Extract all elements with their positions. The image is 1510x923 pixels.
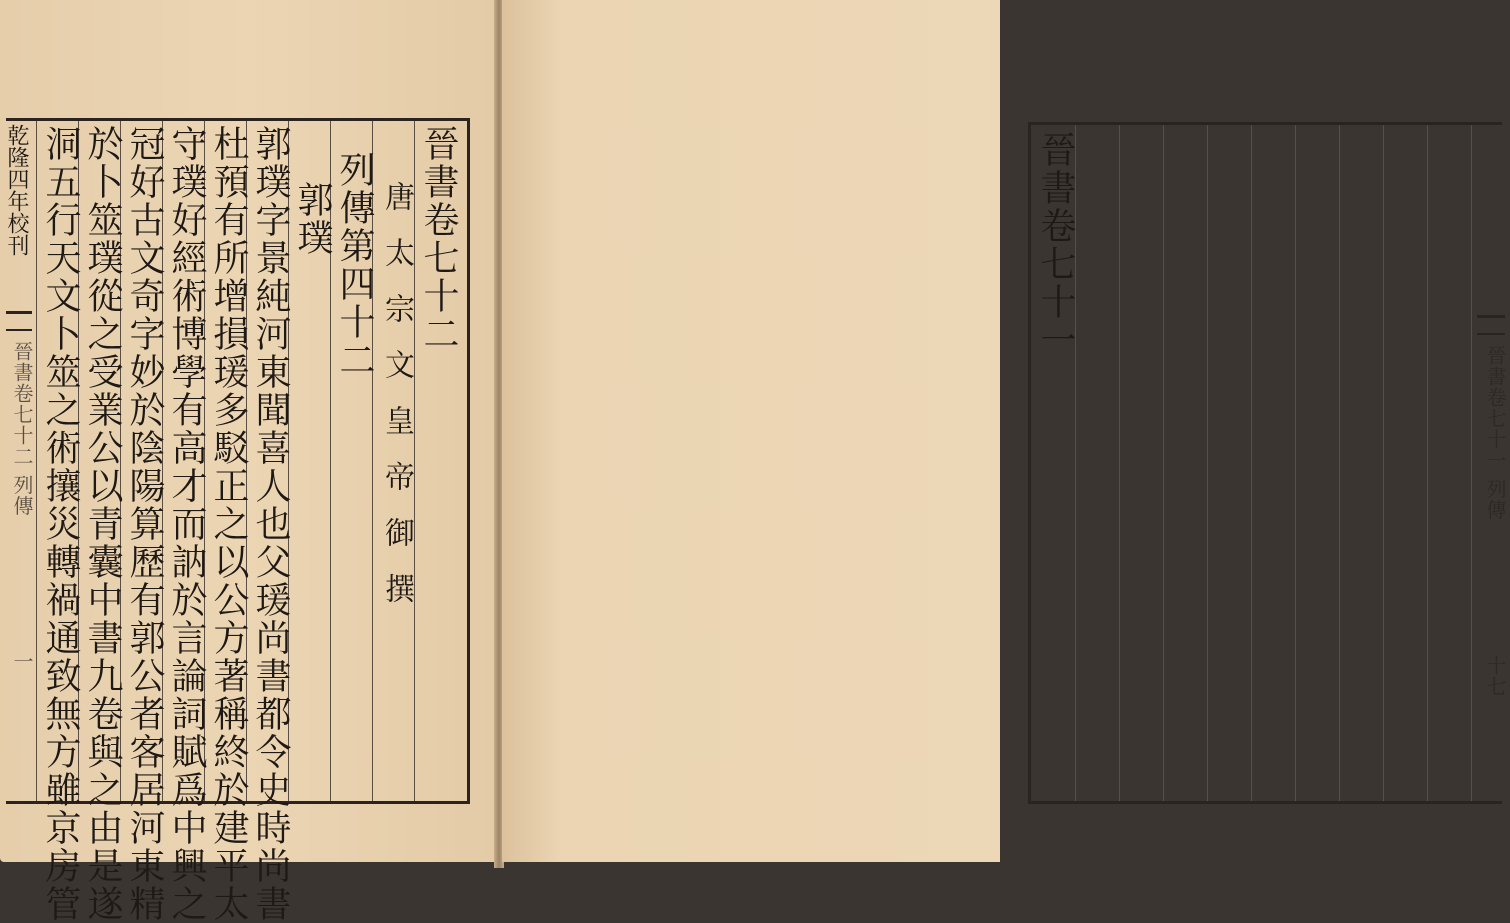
fish-tail-mark: [1477, 315, 1505, 335]
left-text-frame: [6, 118, 470, 923]
column-rule: [1251, 125, 1252, 801]
column-rule: [1207, 125, 1208, 801]
fish-tail-mark: [6, 311, 32, 331]
column-rule: [1383, 125, 1384, 801]
edge-label: 晉書卷七十二 列傳: [10, 341, 34, 517]
column-rule: [1163, 125, 1164, 801]
column-rule: [1119, 125, 1120, 801]
edge-label: 晉書卷七十一 列傳: [1483, 345, 1507, 521]
chapter-title: 晉書卷七十二: [418, 125, 459, 353]
left-page: [0, 0, 496, 923]
text-column: 於卜筮璞從之受業公以青囊中書九卷與之由是遂: [82, 125, 123, 923]
column-rule: [1295, 125, 1296, 801]
edge-page-number: 一: [10, 651, 34, 672]
text-column: 冠好古文奇字妙於陰陽算歷有郭公者客居河東精: [124, 125, 165, 923]
right-text-frame: [1028, 122, 1507, 804]
chapter-end-title: 晉書卷七十一: [1035, 131, 1076, 359]
right-page: [502, 0, 1507, 862]
column-rule: [1427, 125, 1428, 801]
text-column: 杜預有所增損瑗多駁正之以公方著稱終於建平太: [208, 125, 249, 923]
biography-name: 郭璞: [292, 181, 333, 257]
margin-label: 乾隆四年校刊: [4, 124, 29, 256]
section-title: 列傳第四十二: [334, 151, 375, 379]
text-column: 郭璞字景純河東聞喜人也父瑗尚書都令史時尚書: [250, 125, 291, 923]
column-rule: [1471, 125, 1472, 801]
edge-page-number: 十七: [1483, 655, 1507, 697]
text-column: 洞五行天文卜筮之術攘災轉禍通致無方雖京房管: [40, 125, 81, 923]
text-column: 守璞好經術博學有高才而訥於言論詞賦爲中興之: [166, 125, 207, 923]
column-rule: [1339, 125, 1340, 801]
author-line: 唐太宗文皇帝御撰: [379, 181, 414, 629]
